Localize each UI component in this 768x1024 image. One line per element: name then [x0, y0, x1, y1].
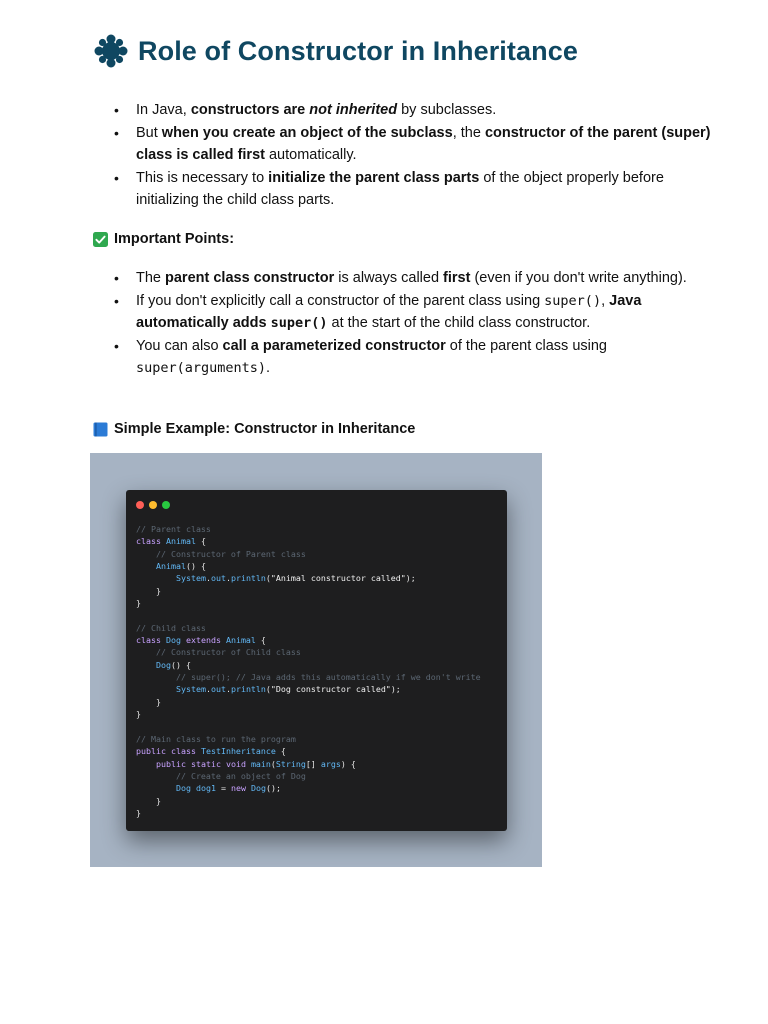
text-span: at the start of the child class constructor.	[327, 315, 591, 331]
code-token: []	[305, 758, 321, 769]
code-line	[136, 561, 206, 571]
code-token: class	[136, 536, 161, 547]
text-span: is always called	[334, 270, 444, 286]
code-token: }	[136, 585, 161, 596]
code-token: }	[136, 807, 141, 818]
code-line	[136, 697, 161, 707]
code-token: () {	[170, 659, 191, 670]
code-line	[136, 586, 161, 596]
window-controls	[136, 501, 175, 509]
code-token: String	[275, 758, 306, 769]
code-token: main	[250, 758, 271, 769]
code-token: }	[136, 709, 141, 720]
maximize-dot-icon	[162, 501, 170, 509]
code-token: System	[175, 684, 206, 695]
code-line	[136, 684, 401, 694]
code-block	[136, 523, 481, 819]
bold-span: constructor of the parent (super) class is called first	[136, 124, 711, 163]
code-token: Animal	[225, 635, 256, 646]
code-token: {	[195, 536, 206, 547]
bold-span: parent class constructor	[165, 270, 335, 286]
text-span: The	[136, 270, 166, 286]
code-token: "Dog constructor called"	[270, 684, 391, 695]
code-token: =	[215, 783, 231, 794]
text-span: You can also	[136, 337, 223, 354]
code-token: (	[265, 684, 271, 695]
code-line: // Main class to run the program	[136, 733, 296, 744]
code-token: out	[210, 573, 226, 584]
code-line	[136, 573, 416, 583]
code-token: {	[275, 746, 286, 757]
code-span: super()	[544, 292, 602, 309]
code-token: void	[225, 758, 246, 769]
code-line	[136, 808, 141, 818]
code-line	[136, 783, 281, 793]
code-line	[136, 635, 266, 645]
bold-span: constructors are	[190, 102, 310, 118]
code-line: // super(); // Java adds this automatically if we don't write	[136, 672, 481, 683]
code-token: println	[230, 684, 266, 695]
code-token: System	[175, 573, 206, 584]
text-span: automatically.	[264, 147, 357, 163]
code-line: // Create an object of Dog	[136, 770, 306, 781]
page-title: Role of Constructor in Inheritance	[138, 35, 578, 66]
bold-span: call a parameterized constructor	[222, 337, 446, 354]
code-token: out	[210, 684, 226, 695]
code-line: // Child class	[136, 622, 206, 633]
bold-span: when you create an object of the subclass	[161, 124, 453, 141]
code-token: .	[225, 684, 231, 695]
check-box-icon	[93, 232, 108, 247]
code-line	[136, 759, 356, 769]
intro-list	[94, 99, 726, 212]
title-row	[94, 34, 578, 68]
code-token: "Animal constructor called"	[270, 573, 406, 584]
code-span: super(arguments)	[136, 360, 267, 376]
code-token	[136, 759, 156, 769]
text-span: But	[136, 124, 162, 141]
code-token: (	[265, 573, 271, 584]
text-span: If you don't explicitly call a constructor of the parent class using	[136, 292, 545, 309]
important-item	[136, 267, 726, 290]
code-line	[136, 709, 141, 719]
code-token: TestInheritance	[200, 746, 276, 757]
code-token	[136, 783, 176, 793]
text-span: This is necessary to	[136, 169, 269, 186]
text-span: by subclasses.	[397, 102, 497, 118]
code-token: args	[320, 758, 341, 769]
important-heading	[93, 231, 234, 247]
code-token	[136, 684, 176, 694]
text-span: of the object properly before initializing the child class parts.	[136, 169, 664, 208]
code-editor-window	[126, 490, 507, 831]
bold-span: initialize the parent class parts	[268, 169, 480, 186]
code-token: static	[190, 758, 221, 769]
code-token: Dog	[155, 659, 171, 670]
text-span: of the parent class using	[445, 337, 607, 354]
code-token: }	[136, 795, 161, 806]
code-token: public	[136, 746, 166, 757]
important-list	[94, 267, 726, 380]
intro-item	[136, 122, 726, 167]
code-token: println	[230, 573, 266, 584]
code-token: }	[136, 598, 141, 609]
code-token	[136, 573, 176, 583]
gear-puzzle-icon	[94, 34, 128, 68]
code-token: new	[230, 783, 246, 794]
bold-span: Java automatically adds	[136, 292, 642, 331]
text-span: ,	[601, 292, 610, 309]
code-token: class	[170, 746, 196, 757]
important-item	[136, 290, 726, 335]
code-token: dog1	[195, 783, 216, 794]
code-token: ();	[265, 783, 281, 794]
code-line	[136, 746, 286, 756]
code-line: // Constructor of Child class	[136, 647, 301, 658]
code-token: Animal	[155, 561, 186, 572]
code-token: .	[205, 684, 211, 695]
code-token: () {	[185, 561, 206, 572]
heading-text: Simple Example: Constructor in Inheritance	[114, 421, 416, 437]
code-token: (	[270, 758, 276, 769]
close-dot-icon	[136, 501, 144, 509]
code-token: );	[405, 573, 416, 584]
code-line: // Parent class	[136, 524, 211, 534]
important-item	[136, 335, 726, 380]
code-token: {	[255, 635, 266, 646]
code-token: public	[155, 758, 186, 769]
code-line	[136, 536, 206, 546]
code-line	[136, 796, 161, 806]
code-line: // Constructor of Parent class	[136, 548, 306, 559]
heading-text: Important Points:	[114, 231, 235, 247]
example-heading	[93, 421, 415, 437]
text-span: , the	[452, 124, 485, 141]
code-token: .	[205, 573, 211, 584]
code-token: );	[390, 684, 401, 695]
code-token: }	[136, 696, 161, 707]
text-span: In Java,	[136, 102, 191, 118]
bold-italic-span: not inherited	[309, 102, 398, 118]
intro-item	[136, 167, 726, 212]
code-token: ) {	[340, 758, 356, 769]
code-token: .	[225, 573, 231, 584]
code-token: Animal	[165, 536, 196, 547]
blue-book-icon	[93, 422, 108, 437]
code-token	[136, 660, 156, 670]
code-line	[136, 660, 191, 670]
code-token: Dog	[250, 783, 266, 794]
code-token: Dog	[165, 635, 181, 646]
code-token	[136, 561, 156, 571]
text-span: (even if you don't write anything).	[470, 270, 687, 286]
code-token: extends	[185, 635, 221, 646]
code-token: class	[136, 635, 161, 646]
code-token: Dog	[175, 783, 191, 794]
text-span: .	[266, 360, 271, 376]
minimize-dot-icon	[149, 501, 157, 509]
code-screenshot	[90, 453, 542, 867]
intro-item	[136, 99, 726, 122]
bold-code-span: super()	[270, 315, 328, 331]
code-line	[136, 598, 141, 608]
bold-span: first	[443, 270, 471, 286]
